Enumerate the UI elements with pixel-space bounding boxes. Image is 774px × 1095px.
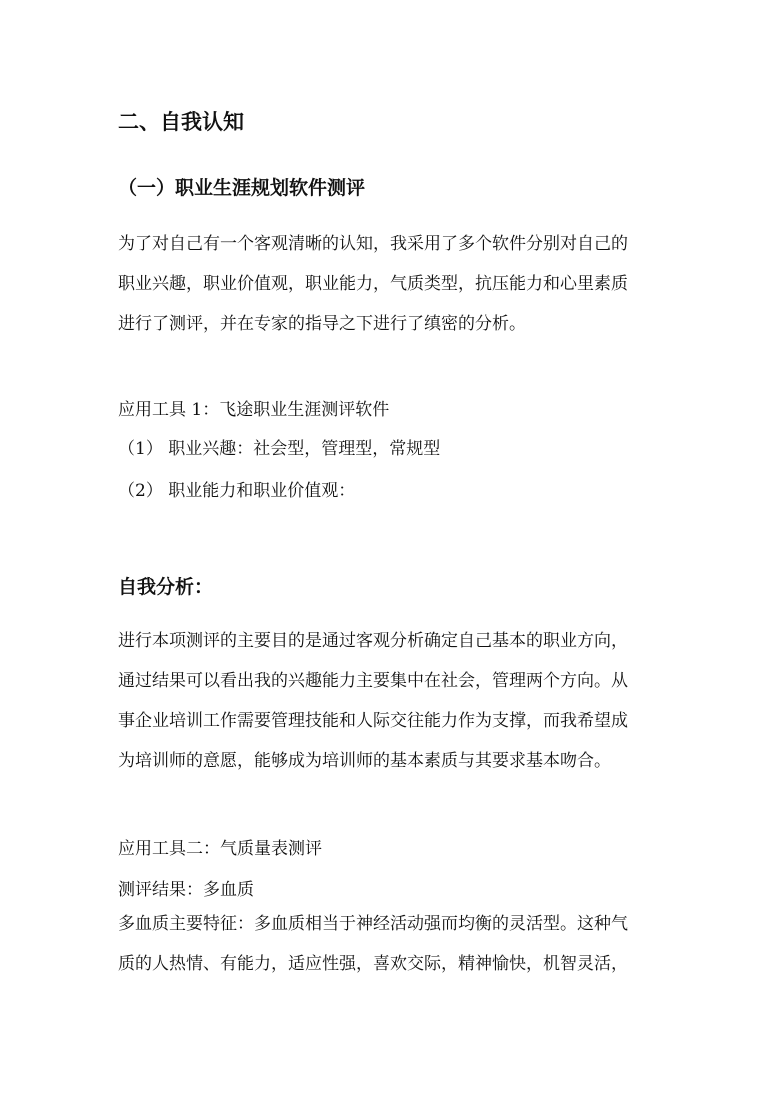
tool2-label: 应用工具二：气质量表测评: [118, 839, 322, 859]
tool1-item-1: （1） 职业兴趣：社会型，管理型，常规型: [118, 439, 441, 459]
subsection-title: （一）职业生涯规划软件测评: [118, 177, 366, 199]
self-analysis-paragraph: [118, 621, 628, 781]
feature-line: 质的人热情、有能力，适应性强，喜欢交际，精神愉快，机智灵活，: [118, 954, 628, 974]
tool1-item-2: （2） 职业能力和职业价值观：: [118, 481, 356, 501]
intro-line: 进行了测评，并在专家的指导之下进行了缜密的分析。: [118, 314, 526, 334]
tool2-features: [118, 904, 628, 984]
feature-line: 多血质主要特征：多血质相当于神经活动强而均衡的灵活型。这种气: [118, 914, 628, 934]
intro-line: 职业兴趣，职业价值观，职业能力，气质类型，抗压能力和心里素质: [118, 274, 628, 294]
analysis-line: 事企业培训工作需要管理技能和人际交往能力作为支撑，而我希望成: [118, 711, 628, 731]
tool1-label: 应用工具 1：飞途职业生涯测评软件: [118, 400, 390, 420]
analysis-line: 进行本项测评的主要目的是通过客观分析确定自己基本的职业方向，: [118, 631, 628, 651]
analysis-line: 通过结果可以看出我的兴趣能力主要集中在社会，管理两个方向。从: [118, 671, 628, 691]
self-analysis-title: 自我分析：: [118, 576, 214, 598]
analysis-line: 为培训师的意愿，能够成为培训师的基本素质与其要求基本吻合。: [118, 751, 611, 771]
intro-paragraph: [118, 224, 628, 344]
section-title: 二、自我认知: [118, 110, 244, 134]
intro-line: 为了对自己有一个客观清晰的认知，我采用了多个软件分别对自己的: [118, 234, 628, 254]
tool2-result: 测评结果：多血质: [118, 880, 254, 900]
